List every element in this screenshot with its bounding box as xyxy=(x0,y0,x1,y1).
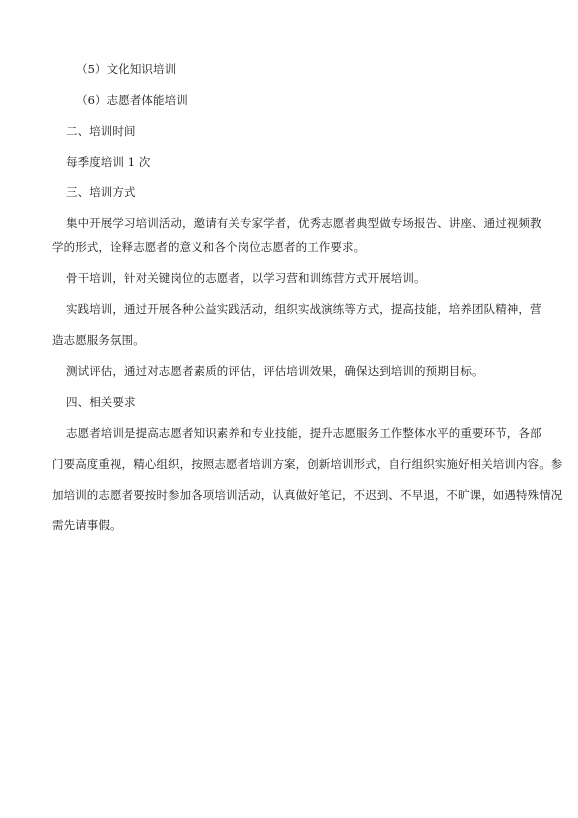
paragraph-requirements-line-4: 需先请事假。 xyxy=(52,518,122,532)
paragraph-centralized-line-1: 集中开展学习培训活动，邀请有关专家学者，优秀志愿者典型做专场报告、讲座、通过视频教 xyxy=(66,216,542,230)
paragraph-practice-line-1: 实践培训，通过开展各种公益实践活动，组织实战演练等方式，提高技能，培养团队精神，营 xyxy=(66,302,542,316)
paragraph-centralized-line-2: 学的形式，诠释志愿者的意义和各个岗位志愿者的工作要求。 xyxy=(52,240,366,254)
section-heading-requirements: 四、相关要求 xyxy=(66,395,136,409)
paragraph-practice-line-2: 造志愿服务氛围。 xyxy=(52,333,145,347)
section-heading-training-time: 二、培训时间 xyxy=(66,124,136,138)
paragraph-backbone-training: 骨干培训，针对关键岗位的志愿者，以学习营和训练营方式开展培训。 xyxy=(66,271,426,285)
paragraph-requirements-line-2: 门要高度重视，精心组织，按照志愿者培训方案，创新培训形式，自行组织实施好相关培训内容。参 xyxy=(52,457,563,471)
list-item-fitness-training: （6）志愿者体能培训 xyxy=(76,93,188,107)
paragraph-assessment: 测试评估，通过对志愿者素质的评估，评估培训效果，确保达到培训的预期目标。 xyxy=(66,364,484,378)
paragraph-requirements-line-1: 志愿者培训是提高志愿者知识素养和专业技能，提升志愿服务工作整体水平的重要环节，各部 xyxy=(66,426,542,440)
paragraph-training-frequency: 每季度培训 1 次 xyxy=(66,155,151,169)
paragraph-requirements-line-3: 加培训的志愿者要按时参加各项培训活动，认真做好笔记，不迟到、不早退，不旷课，如遇特殊情况 xyxy=(52,488,563,502)
section-heading-training-method: 三、培训方式 xyxy=(66,185,136,199)
list-item-culture-training: （5）文化知识培训 xyxy=(76,62,177,76)
